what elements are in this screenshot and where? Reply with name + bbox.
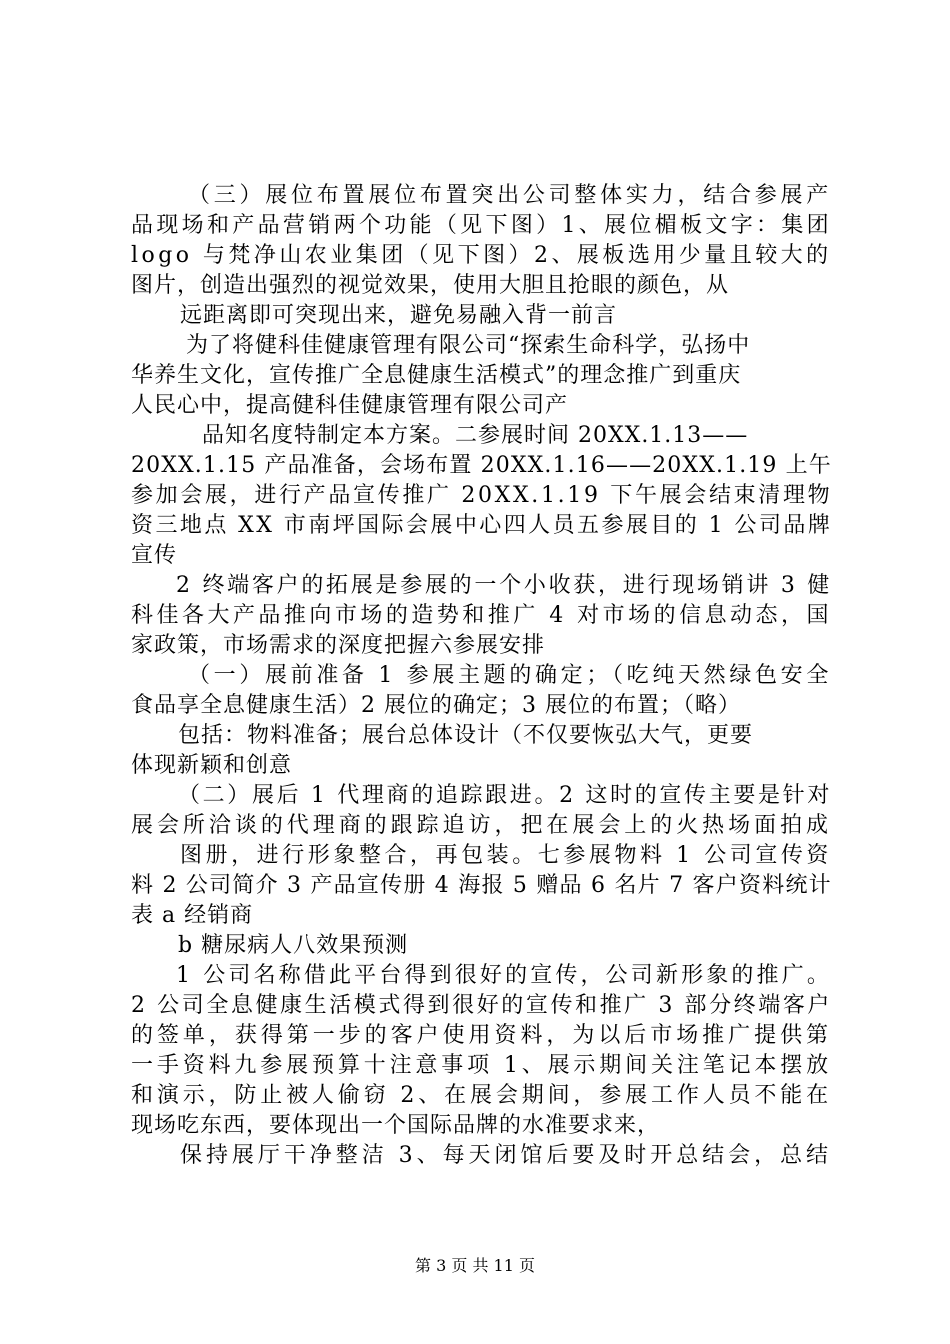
- text-line-31: 和演示，防止被人偷窃 2、在展会期间，参展工作人员不能在: [131, 1083, 832, 1108]
- text-line-4: 图片，创造出强烈的视觉效果，使用大胆且抢眼的颜色，从: [131, 273, 730, 298]
- text-line-13: 宣传: [131, 543, 178, 568]
- text-line-15: 科佳各大产品推向市场的造势和推广 4 对市场的信息动态，国: [131, 603, 832, 628]
- text-line-11: 参加会展，进行产品宣传推广 20XX.1.19 下午展会结束清理物: [131, 483, 833, 508]
- text-line-22: 展会所洽谈的代理商的跟踪追访，把在展会上的火热场面拍成: [131, 813, 833, 838]
- text-line-29: 的签单，获得第一步的客户使用资料，为以后市场推广提供第: [131, 1023, 833, 1048]
- text-line-24: 料 2 公司简介 3 产品宣传册 4 海报 5 赠品 6 名片 7 客户资料统计: [131, 873, 832, 898]
- text-line-7: 华养生文化，宣传推广全息健康生活模式”的理念推广到重庆: [131, 363, 742, 388]
- text-line-12: 资三地点 XX 市南坪国际会展中心四人员五参展目的 1 公司品牌: [131, 513, 833, 538]
- text-line-1: （三）展位布置展位布置突出公司整体实力，结合参展产: [188, 183, 833, 208]
- text-line-10: 20XX.1.15 产品准备，会场布置 20XX.1.16——20XX.1.19 上午: [131, 453, 832, 478]
- text-line-19: 包括：物料准备；展台总体设计（不仅要恢弘大气，更要: [178, 723, 754, 748]
- text-line-2: 品现场和产品营销两个功能（见下图）1、展位楣板文字：集团: [131, 213, 832, 238]
- text-line-30: 一手资料九参展预算十注意事项 1、展示期间关注笔记本摆放: [131, 1053, 832, 1078]
- text-line-6: 为了将健科佳健康管理有限公司“探索生命科学，弘扬中: [186, 333, 751, 358]
- text-line-25: 表 a 经销商: [131, 903, 254, 928]
- text-line-27: 1 公司名称借此平台得到很好的宣传，公司新形象的推广。: [176, 963, 832, 988]
- text-line-5: 远距离即可突现出来，避免易融入背一前言: [180, 303, 618, 328]
- text-line-21: （二）展后 1 代理商的追踪跟进。2 这时的宣传主要是针对: [178, 783, 832, 808]
- page-footer: 第 3 页 共 11 页: [415, 1256, 535, 1275]
- text-line-20: 体现新颖和创意: [131, 753, 293, 778]
- text-line-16: 家政策，市场需求的深度把握六参展安排: [131, 633, 546, 658]
- text-line-26: b 糖尿病人八效果预测: [178, 933, 409, 958]
- text-line-8: 人民心中，提高健科佳健康管理有限公司产: [131, 393, 569, 418]
- text-line-23: 图册，进行形象整合，再包装。七参展物料 1 公司宣传资: [180, 843, 832, 868]
- text-line-28: 2 公司全息健康生活模式得到很好的宣传和推广 3 部分终端客户: [131, 993, 832, 1018]
- text-line-14: 2 终端客户的拓展是参展的一个小收获，进行现场销讲 3 健: [176, 573, 832, 598]
- text-line-33: 保持展厅干净整洁 3、每天闭馆后要及时开总结会，总结: [180, 1143, 832, 1168]
- text-line-18: 食品享全息健康生活）2 展位的确定；3 展位的布置；（略）: [131, 693, 741, 718]
- text-line-9: 品知名度特制定本方案。二参展时间 20XX.1.13——: [202, 423, 749, 448]
- text-line-32: 现场吃东西，要体现出一个国际品牌的水准要求来，: [131, 1113, 661, 1138]
- text-line-3: logo 与梵净山农业集团（见下图）2、展板选用少量且较大的: [131, 243, 832, 268]
- text-line-17: （一）展前准备 1 参展主题的确定；（吃纯天然绿色安全: [188, 663, 832, 688]
